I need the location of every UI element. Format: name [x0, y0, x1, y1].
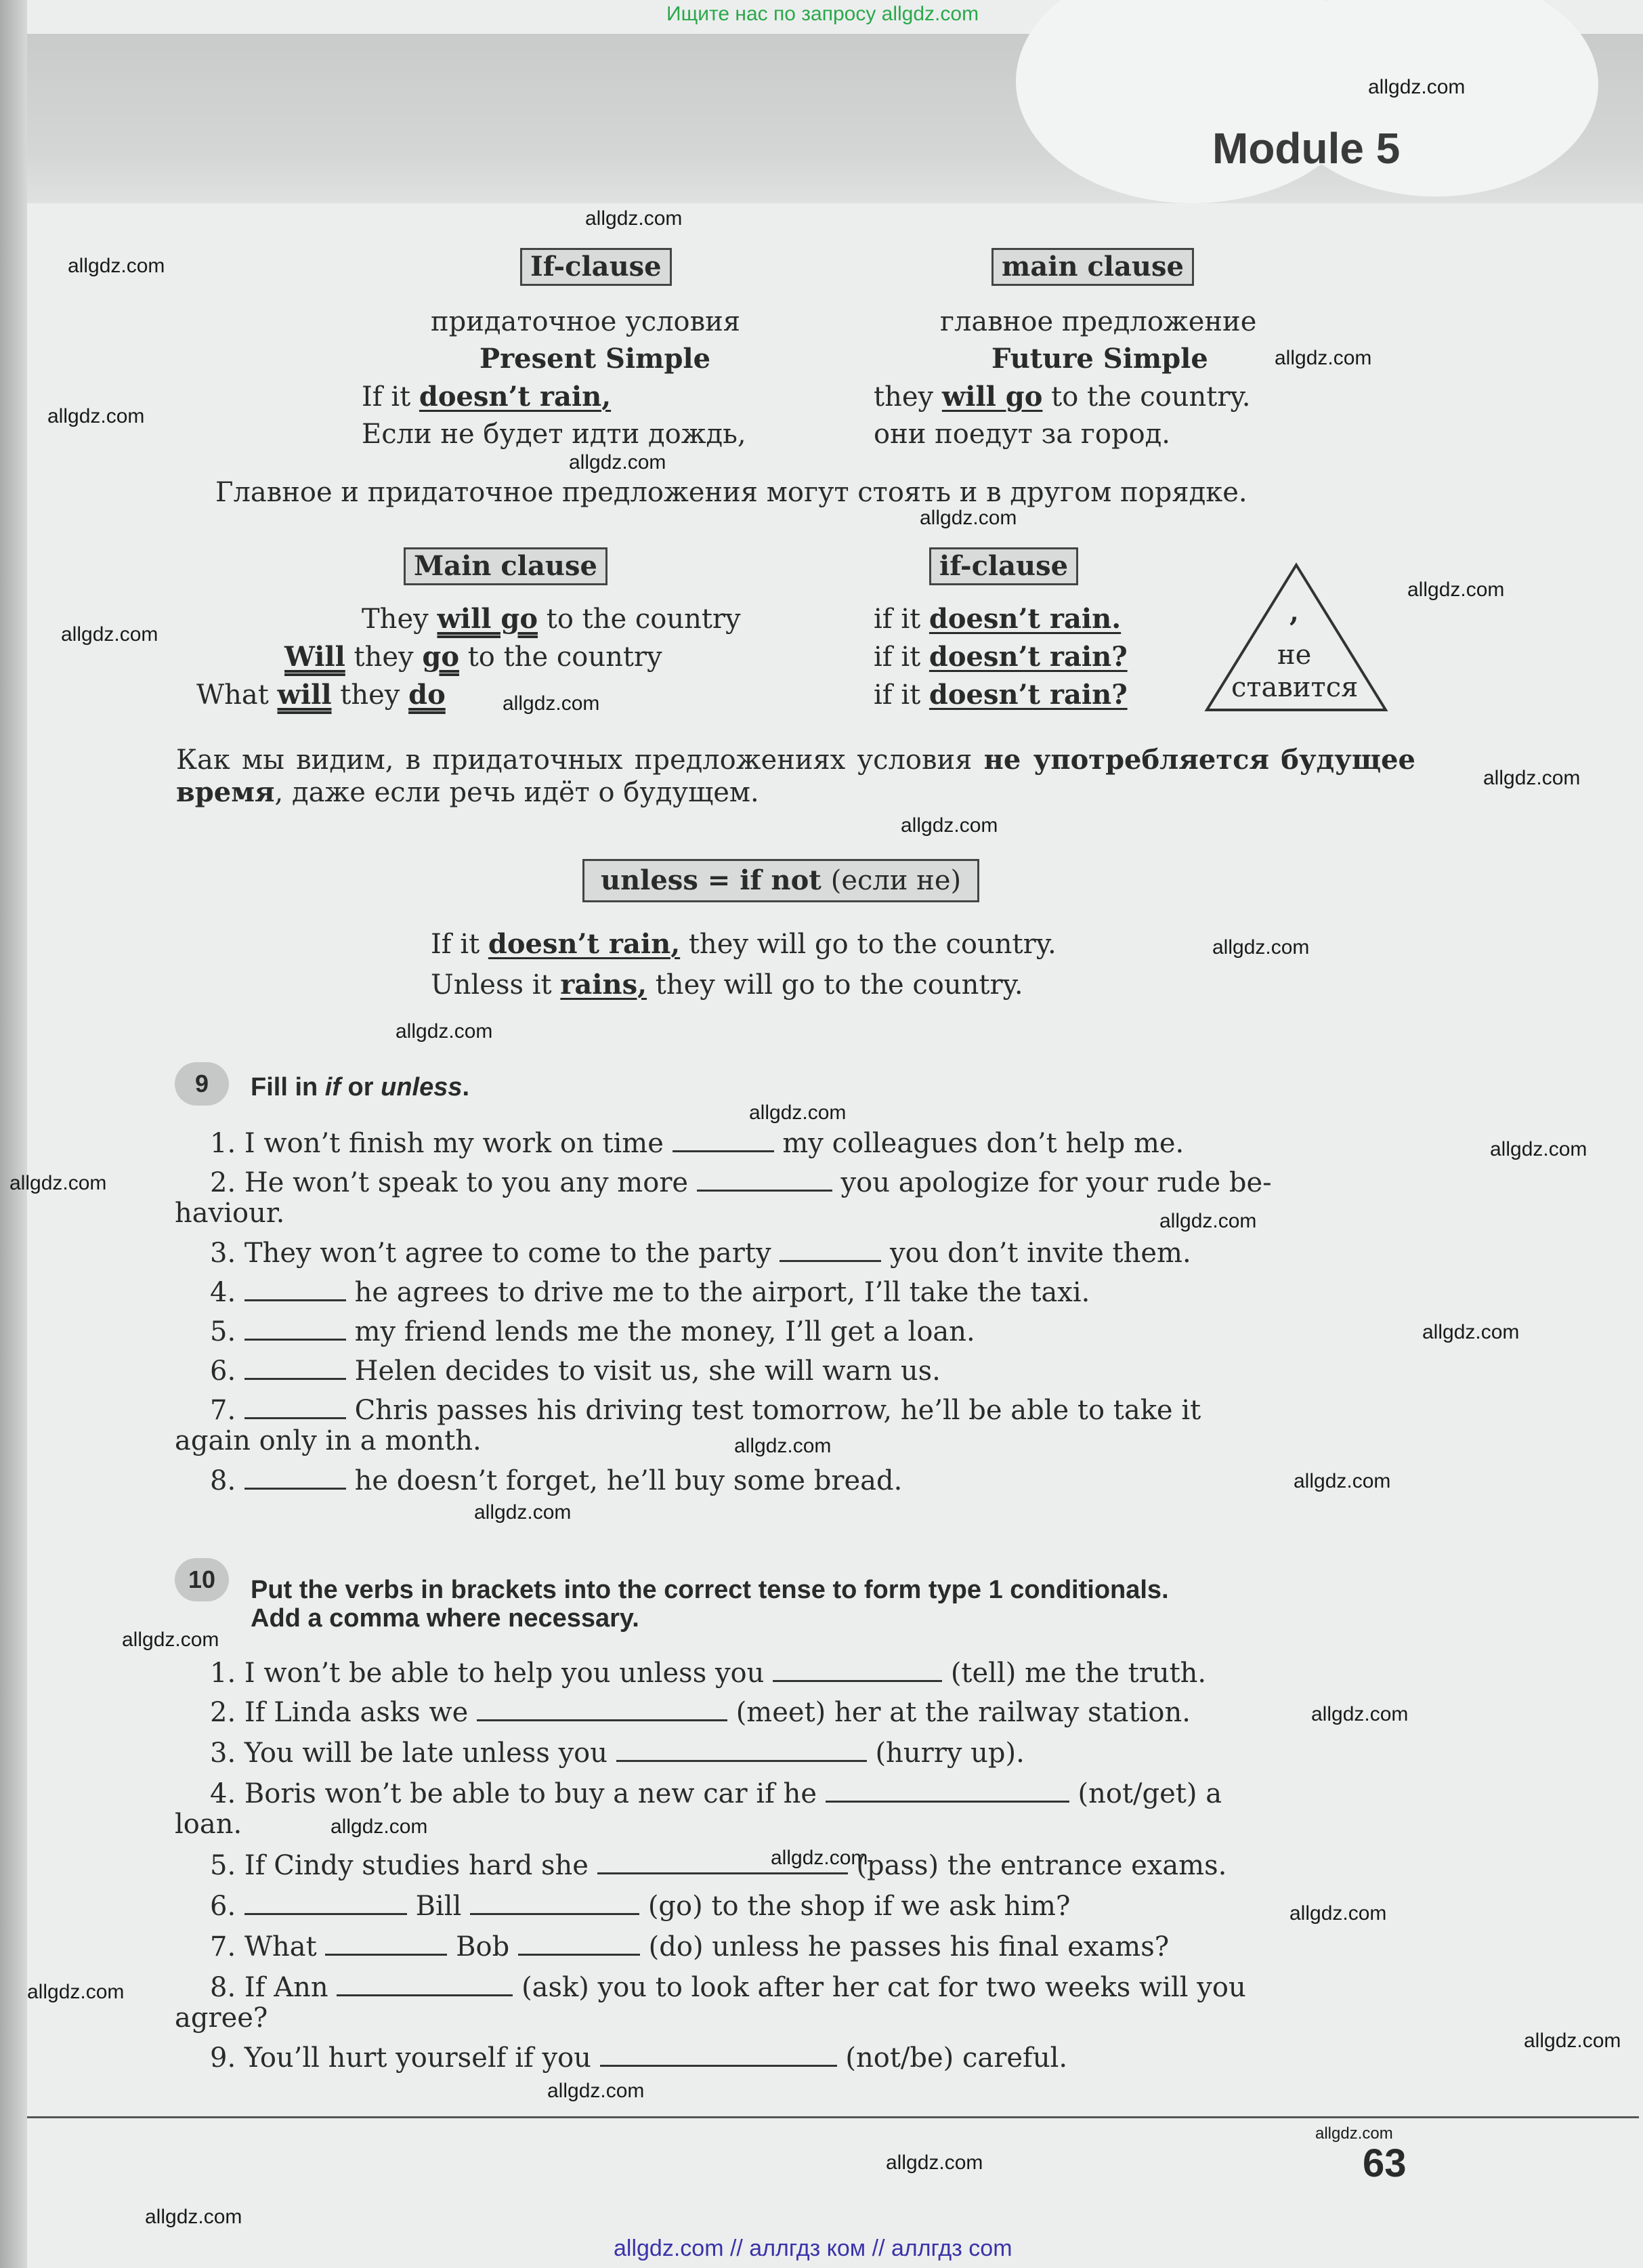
answer-blank[interactable]: [518, 1933, 640, 1956]
item-number: 5.: [210, 1316, 236, 1347]
text: If it: [362, 381, 411, 413]
if-clause-label: If-clause: [520, 248, 672, 286]
underlined-verb: doesn’t rain?: [929, 641, 1128, 673]
underlined-verb: rains,: [560, 969, 647, 1001]
watermark: allgdz.com: [771, 1847, 868, 1869]
item-number: 3.: [210, 1238, 236, 1269]
watermark: allgdz.com: [1311, 1703, 1409, 1725]
triangle-text-ne: не: [1277, 639, 1312, 671]
underlined-verb: go: [422, 641, 460, 673]
item-text: If Cindy studies hard she: [244, 1850, 589, 1881]
module-title: Module 5: [1212, 124, 1401, 173]
ex10-item-8-continuation: agree?: [175, 2002, 268, 2034]
answer-blank[interactable]: [697, 1169, 832, 1192]
book-spine-shadow: [0, 0, 27, 2268]
item-number: 6.: [210, 1356, 236, 1387]
ex10-item-6: [210, 1891, 1409, 1921]
watermark: allgdz.com: [749, 1101, 847, 1124]
text: Как мы видим, в придаточных предложениях условия: [176, 744, 984, 776]
item-text: he agrees to drive me to the airport, I’ll take the taxi.: [354, 1277, 1090, 1308]
text: , даже если речь идёт о будущем.: [274, 777, 759, 808]
item-number: 3.: [210, 1738, 236, 1769]
watermark: allgdz.com: [27, 1981, 125, 2003]
exercise-10-title-line-2: Add a comma where necessary.: [251, 1604, 639, 1633]
main-clause-ru: главное предложение: [940, 306, 1257, 337]
example-main-part: [874, 381, 1250, 413]
item-text: Chris passes his driving test tomorrow, he’ll be able to take it: [354, 1395, 1201, 1426]
page-number: 63: [1363, 2141, 1407, 2185]
exercise-9-number: 9: [175, 1062, 229, 1106]
text: .: [462, 1073, 470, 1101]
unless-rule-ru: (если не): [830, 865, 962, 896]
ex10-item-8: [210, 1973, 1409, 2002]
reversed-row-1: [362, 603, 741, 635]
ex9-item-7-continuation: again only in a month.: [175, 1425, 482, 1456]
item-text: Helen decides to visit us, she will warn us.: [354, 1356, 941, 1387]
answer-blank[interactable]: [244, 1893, 407, 1915]
item-text: You’ll hurt yourself if you: [244, 2042, 591, 2074]
text: if it: [874, 642, 921, 673]
answer-blank[interactable]: [244, 1467, 346, 1490]
item-text: Boris won’t be able to buy a new car if he: [244, 1778, 817, 1809]
text: They: [362, 604, 429, 635]
triangle-comma: ,: [1289, 596, 1299, 628]
grammar-note: [176, 744, 1415, 809]
text: or: [341, 1073, 381, 1101]
italic-text: if: [324, 1073, 341, 1101]
watermark: allgdz.com: [585, 207, 683, 230]
text: they: [874, 381, 934, 413]
underlined-verb: doesn’t rain.: [929, 603, 1122, 635]
item-number: 9.: [210, 2042, 236, 2074]
answer-blank[interactable]: [244, 1318, 346, 1341]
watermark: allgdz.com: [1289, 1902, 1387, 1925]
item-number: 1.: [210, 1128, 236, 1159]
watermark: allgdz.com: [396, 1020, 493, 1043]
example-if-part: [362, 381, 611, 413]
item-text: If Linda asks we: [244, 1697, 469, 1728]
item-text: (not/be) careful.: [845, 2042, 1068, 2074]
item-number: 5.: [210, 1850, 236, 1881]
underlined-verb: will go: [437, 603, 538, 635]
underlined-verb: doesn’t rain?: [929, 679, 1128, 711]
answer-blank[interactable]: [616, 1740, 867, 1762]
reversed-if-row-1: [874, 603, 1121, 635]
item-text: you don’t invite them.: [889, 1238, 1191, 1269]
item-number: 4.: [210, 1277, 236, 1308]
watermark: allgdz.com: [145, 2206, 242, 2228]
bottom-links[interactable]: allgdz.com // аллгдз ком // аллгдз com: [614, 2235, 1012, 2261]
watermark: allgdz.com: [1294, 1470, 1391, 1492]
bold-text: не употребляется: [983, 744, 1270, 776]
item-text: (meet) her at the railway station.: [735, 1697, 1191, 1728]
item-text: he doesn’t forget, he’ll buy some bread.: [354, 1465, 903, 1496]
watermark: allgdz.com: [901, 814, 998, 837]
item-text: If Ann: [244, 1972, 328, 2003]
footer-rule: [27, 2116, 1639, 2118]
italic-text: unless: [381, 1073, 463, 1101]
unless-example-1: [431, 928, 1057, 960]
item-text: Bob: [456, 1931, 510, 1962]
underlined-verb: doesn’t rain,: [488, 928, 681, 960]
ex10-item-4: [210, 1779, 1409, 1809]
ex10-item-7: [210, 1932, 1409, 1962]
text: they will go to the country.: [688, 929, 1057, 960]
ex9-item-1: [210, 1129, 1409, 1158]
ex9-item-2: [210, 1168, 1409, 1198]
item-number: 8.: [210, 1465, 236, 1496]
unless-rule: unless = if not: [601, 864, 822, 896]
answer-blank[interactable]: [470, 1893, 639, 1915]
bold-text: будущее время: [176, 744, 1415, 808]
item-number: 6.: [210, 1891, 236, 1922]
watermark: allgdz.com: [1407, 579, 1505, 601]
watermark: allgdz.com: [122, 1629, 219, 1651]
answer-blank[interactable]: [597, 1852, 848, 1874]
underlined-verb: doesn’t rain,: [419, 381, 612, 413]
answer-blank[interactable]: [780, 1240, 881, 1262]
item-text: (not/get) a: [1077, 1778, 1222, 1809]
text: to the country: [467, 642, 662, 673]
watermark: allgdz.com: [1159, 1210, 1257, 1232]
watermark: allgdz.com: [569, 451, 666, 474]
watermark: allgdz.com: [1422, 1321, 1520, 1343]
example-translation-right: они поедут за город.: [874, 419, 1170, 450]
text: to the country.: [1051, 381, 1251, 413]
reversed-row-3: [196, 679, 446, 711]
main-clause-label-2: Main clause: [404, 547, 607, 585]
underlined-verb: do: [408, 679, 446, 711]
answer-blank[interactable]: [244, 1397, 346, 1419]
watermark: allgdz.com: [474, 1501, 572, 1524]
item-number: 1.: [210, 1658, 236, 1689]
exercise-10-title-line-1: Put the verbs in brackets into the correct tense to form type 1 conditionals.: [251, 1576, 1169, 1604]
item-number: 2.: [210, 1697, 236, 1728]
answer-blank[interactable]: [244, 1358, 346, 1380]
item-text: (pass) the entrance exams.: [856, 1850, 1227, 1881]
underlined-verb: Will: [284, 641, 345, 673]
item-text: my colleagues don’t help me.: [782, 1128, 1185, 1159]
item-text: I won’t be able to help you unless you: [244, 1658, 765, 1689]
ex10-item-3: [210, 1738, 1409, 1768]
item-number: 4.: [210, 1778, 236, 1809]
underlined-verb: will: [277, 679, 332, 711]
item-text: (do) unless he passes his final exams?: [648, 1931, 1170, 1962]
watermark: allgdz.com: [1315, 2124, 1393, 2143]
answer-blank[interactable]: [826, 1780, 1069, 1803]
ex9-item-2-continuation: haviour.: [175, 1198, 285, 1229]
watermark: allgdz.com: [734, 1435, 832, 1457]
ex9-item-7: [210, 1395, 1409, 1425]
if-clause-label-2: if-clause: [929, 547, 1078, 585]
item-text: I won’t finish my work on time: [244, 1128, 664, 1159]
main-clause-label: main clause: [991, 248, 1194, 286]
exercise-9-title: [251, 1073, 469, 1102]
text: Fill in: [251, 1073, 325, 1101]
text: If it: [431, 929, 480, 960]
ex9-item-3: [210, 1238, 1409, 1268]
ex10-item-4-continuation: loan.: [175, 1809, 242, 1840]
answer-blank[interactable]: [325, 1933, 447, 1956]
watermark: allgdz.com: [1368, 76, 1466, 98]
item-text: you apologize for your rude be-: [840, 1167, 1272, 1198]
ex9-item-8: [210, 1466, 1409, 1496]
answer-blank[interactable]: [600, 2044, 837, 2067]
answer-blank[interactable]: [244, 1279, 346, 1301]
ex10-item-2: [210, 1698, 1409, 1727]
watermark: allgdz.com: [61, 623, 158, 646]
watermark: allgdz.com: [547, 2080, 645, 2102]
text: to the country: [546, 604, 741, 635]
item-number: 7.: [210, 1395, 236, 1426]
top-search-link[interactable]: Ищите нас по запросу allgdz.com: [666, 3, 979, 25]
subordinate-clause-ru: придаточное условия: [431, 306, 741, 337]
text: if it: [874, 604, 921, 635]
ex10-item-9: [210, 2043, 1409, 2073]
watermark: allgdz.com: [503, 692, 600, 715]
item-text: He won’t speak to you any more: [244, 1167, 689, 1198]
ex10-item-1: [210, 1658, 1409, 1688]
reversed-row-2: [284, 641, 662, 673]
example-translation-left: Если не будет идти дождь,: [362, 419, 746, 450]
text: they: [354, 642, 414, 673]
watermark: allgdz.com: [1524, 2030, 1621, 2052]
text: Unless it: [431, 969, 552, 1001]
watermark: allgdz.com: [886, 2151, 983, 2174]
ex10-item-5: [210, 1851, 1409, 1881]
item-text: (tell) me the truth.: [950, 1658, 1207, 1689]
text: they: [340, 679, 400, 711]
text: they will go to the country.: [655, 969, 1023, 1001]
watermark: allgdz.com: [1212, 936, 1310, 959]
watermark: allgdz.com: [1490, 1138, 1587, 1160]
ex9-item-6: [210, 1356, 1409, 1386]
answer-blank[interactable]: [773, 1660, 942, 1682]
item-text: my friend lends me the money, I’ll get a loan.: [354, 1316, 975, 1347]
item-text: You will be late unless you: [244, 1738, 608, 1769]
item-text: (ask) you to look after her cat for two weeks will you: [521, 1972, 1246, 2003]
order-note: Главное и придаточное предложения могут стоять и в другом порядке.: [215, 477, 1247, 508]
item-text: (hurry up).: [875, 1738, 1025, 1769]
watermark: allgdz.com: [1275, 347, 1372, 369]
item-number: 8.: [210, 1972, 236, 2003]
reversed-if-row-3: [874, 679, 1128, 711]
watermark: allgdz.com: [920, 507, 1017, 529]
watermark: allgdz.com: [9, 1172, 107, 1194]
triangle-text-stavitsya: ставится: [1231, 672, 1359, 703]
watermark: allgdz.com: [330, 1815, 428, 1838]
ex9-item-4: [210, 1278, 1409, 1307]
answer-blank[interactable]: [673, 1130, 774, 1152]
item-text: (go) to the shop if we ask him?: [647, 1891, 1071, 1922]
future-simple-label: Future Simple: [991, 343, 1208, 375]
present-simple-label: Present Simple: [479, 343, 711, 375]
unless-example-2: [431, 969, 1023, 1001]
unless-rule-box: [582, 859, 979, 902]
text: What: [196, 679, 269, 711]
item-number: 7.: [210, 1931, 236, 1962]
text: if it: [874, 679, 921, 711]
exercise-10-number: 10: [175, 1558, 229, 1601]
ex9-item-5: [210, 1317, 1409, 1347]
watermark: allgdz.com: [68, 255, 165, 277]
answer-blank[interactable]: [337, 1974, 513, 1996]
watermark: allgdz.com: [47, 405, 145, 427]
reversed-if-row-2: [874, 641, 1128, 673]
item-text: What: [244, 1931, 317, 1962]
watermark: allgdz.com: [1483, 767, 1581, 789]
item-text: They won’t agree to come to the party: [244, 1238, 771, 1269]
underlined-verb: will go: [941, 381, 1043, 413]
item-text: Bill: [415, 1891, 462, 1922]
item-number: 2.: [210, 1167, 236, 1198]
answer-blank[interactable]: [477, 1699, 727, 1721]
